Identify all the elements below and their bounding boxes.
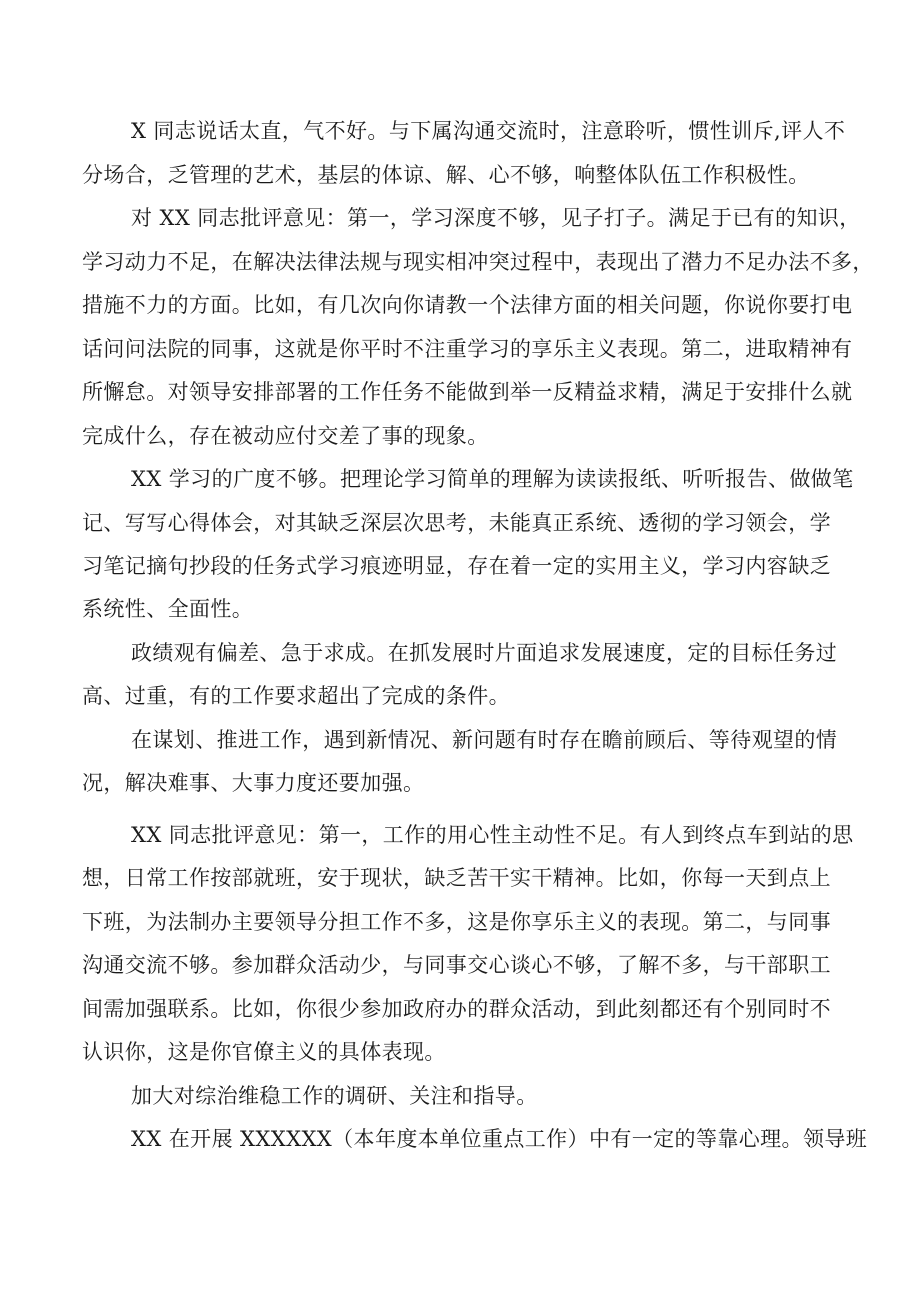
text-line: 在谋划、推进工作，遇到新情况、新问题有时存在瞻前顾后、等待观望的情 bbox=[131, 728, 838, 752]
text-line: 高、过重，有的工作要求超出了完成的条件。 bbox=[82, 684, 510, 708]
text-line: 习笔记摘句抄段的任务式学习痕迹明显，存在着一定的实用主义，学习内容缺乏 bbox=[82, 554, 831, 578]
text-line: 分场合，乏管理的艺术，基层的体谅、解、心不够，响整体队伍工作积极性。 bbox=[82, 163, 810, 187]
text-line: 政绩观有偏差、急于求成。在抓发展时片面追求发展速度，定的目标任务过 bbox=[131, 641, 838, 665]
text-line: 系统性、全面性。 bbox=[82, 597, 254, 621]
text-line: 完成什么，存在被动应付交差了事的现象。 bbox=[82, 424, 489, 448]
text-line: 加大对综治维稳工作的调研、关注和指导。 bbox=[131, 1084, 538, 1108]
text-line: XX 学习的广度不够。把理论学习简单的理解为读读报纸、听听报告、做做笔 bbox=[131, 467, 854, 491]
text-line: 间需加强联系。比如，你很少参加政府办的群众活动，到此刻都还有个别同时不 bbox=[82, 997, 831, 1021]
text-line: 记、写写心得体会，对其缺乏深层次思考，未能真正系统、透彻的学习领会，学 bbox=[82, 511, 831, 535]
text-line: 认识你，这是你官僚主义的具体表现。 bbox=[82, 1040, 446, 1064]
text-line: 沟通交流不够。参加群众活动少，与同事交心谈心不够，了解不多，与干部职工 bbox=[82, 953, 831, 977]
text-line: XX 在开展 XXXXXX（本年度本单位重点工作）中有一定的等靠心理。领导班 bbox=[131, 1127, 868, 1151]
text-line: 话问问法院的同事，这就是你平时不注重学习的享乐主义表现。第二，进取精神有 bbox=[82, 337, 853, 361]
text-line: 下班，为法制办主要领导分担工作不多，这是你享乐主义的表现。第二，与同事 bbox=[82, 910, 831, 934]
text-line: X 同志说话太直，气不好。与下属沟通交流时，注意聆听，惯性训斥,评人不 bbox=[131, 119, 846, 143]
text-line: 想，日常工作按部就班，安于现状，缺乏苦干实干精神。比如，你每一天到点上 bbox=[82, 866, 831, 890]
text-line: XX 同志批评意见：第一，工作的用心性主动性不足。有人到终点车到站的思 bbox=[131, 823, 854, 847]
text-line: 所懈怠。对领导安排部署的工作任务不能做到举一反精益求精，满足于安排什么就 bbox=[82, 380, 853, 404]
text-line: 况，解决难事、大事力度还要加强。 bbox=[82, 771, 425, 795]
text-line: 学习动力不足，在解决法律法规与现实相冲突过程中，表现出了潜力不足办法不多， bbox=[82, 250, 874, 274]
text-line: 措施不力的方面。比如，有几次向你请教一个法律方面的相关问题，你说你要打电 bbox=[82, 293, 853, 317]
text-line: 对 XX 同志批评意见：第一，学习深度不够，见子打子。满足于已有的知识， bbox=[131, 206, 861, 230]
